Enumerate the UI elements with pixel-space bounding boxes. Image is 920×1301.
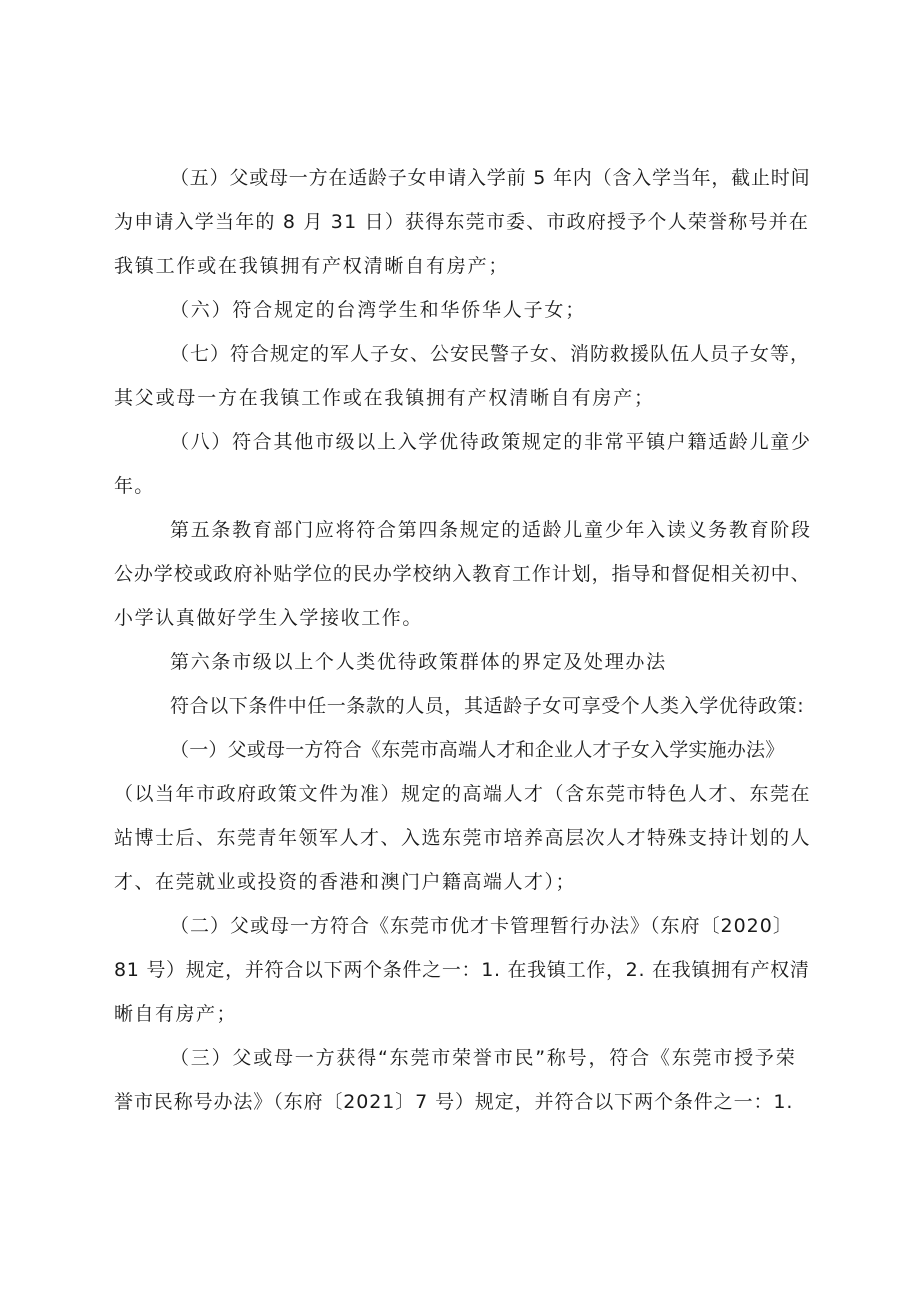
text-line: （二）父或母一方符合《东莞市优才卡管理暂行办法》（东府〔2020〕: [170, 915, 793, 937]
text-line: 为申请入学当年的 8 月 31 日）获得东莞市委、市政府授予个人荣誉称号并在: [114, 211, 810, 233]
text-line: 年。: [114, 475, 155, 497]
text-line: 81 号）规定，并符合以下两个条件之一：1. 在我镇工作，2. 在我镇拥有产权清: [114, 959, 810, 981]
section-heading: 第六条市级以上个人类优待政策群体的界定及处理办法: [170, 651, 667, 673]
text-line: 誉市民称号办法》（东府〔2021〕7 号）规定，并符合以下两个条件之一：1.: [114, 1091, 794, 1113]
text-line: 第五条教育部门应将符合第四条规定的适龄儿童少年入读义务教育阶段: [170, 519, 812, 541]
text-line: （七）符合规定的军人子女、公安民警子女、消防救援队伍人员子女等，: [170, 343, 811, 365]
text-line: 其父或母一方在我镇工作或在我镇拥有产权清晰自有房产；: [114, 387, 655, 409]
text-line: 公办学校或政府补贴学位的民办学校纳入教育工作计划，指导和督促相关初中、: [114, 563, 811, 585]
text-line: （五）父或母一方在适龄子女申请入学前 5 年内（含入学当年，截止时间: [170, 167, 811, 189]
text-line: （以当年市政府政策文件为准）规定的高端人才（含东莞市特色人才、东莞在: [114, 783, 812, 805]
text-line: 符合以下条件中任一条款的人员，其适龄子女可享受个人类入学优待政策:: [170, 695, 805, 717]
text-line: 我镇工作或在我镇拥有产权清晰自有房产；: [114, 255, 510, 277]
text-line: （一）父或母一方符合《东莞市高端人才和企业人才子女入学实施办法》: [170, 739, 785, 761]
text-line: （三）父或母一方获得“东莞市荣誉市民”称号，符合《东莞市授予荣: [170, 1047, 797, 1069]
text-line: 晰自有房产；: [114, 1003, 238, 1025]
text-line: （八）符合其他市级以上入学优待政策规定的非常平镇户籍适龄儿童少: [170, 431, 812, 453]
text-line: （六）符合规定的台湾学生和华侨华人子女；: [170, 299, 587, 321]
text-line: 小学认真做好学生入学接收工作。: [114, 607, 424, 629]
text-line: 站博士后、东莞青年领军人才、入选东莞市培养高层次人才特殊支持计划的人: [114, 827, 812, 849]
text-line: 才、在莞就业或投资的香港和澳门户籍高端人才）；: [114, 871, 577, 893]
